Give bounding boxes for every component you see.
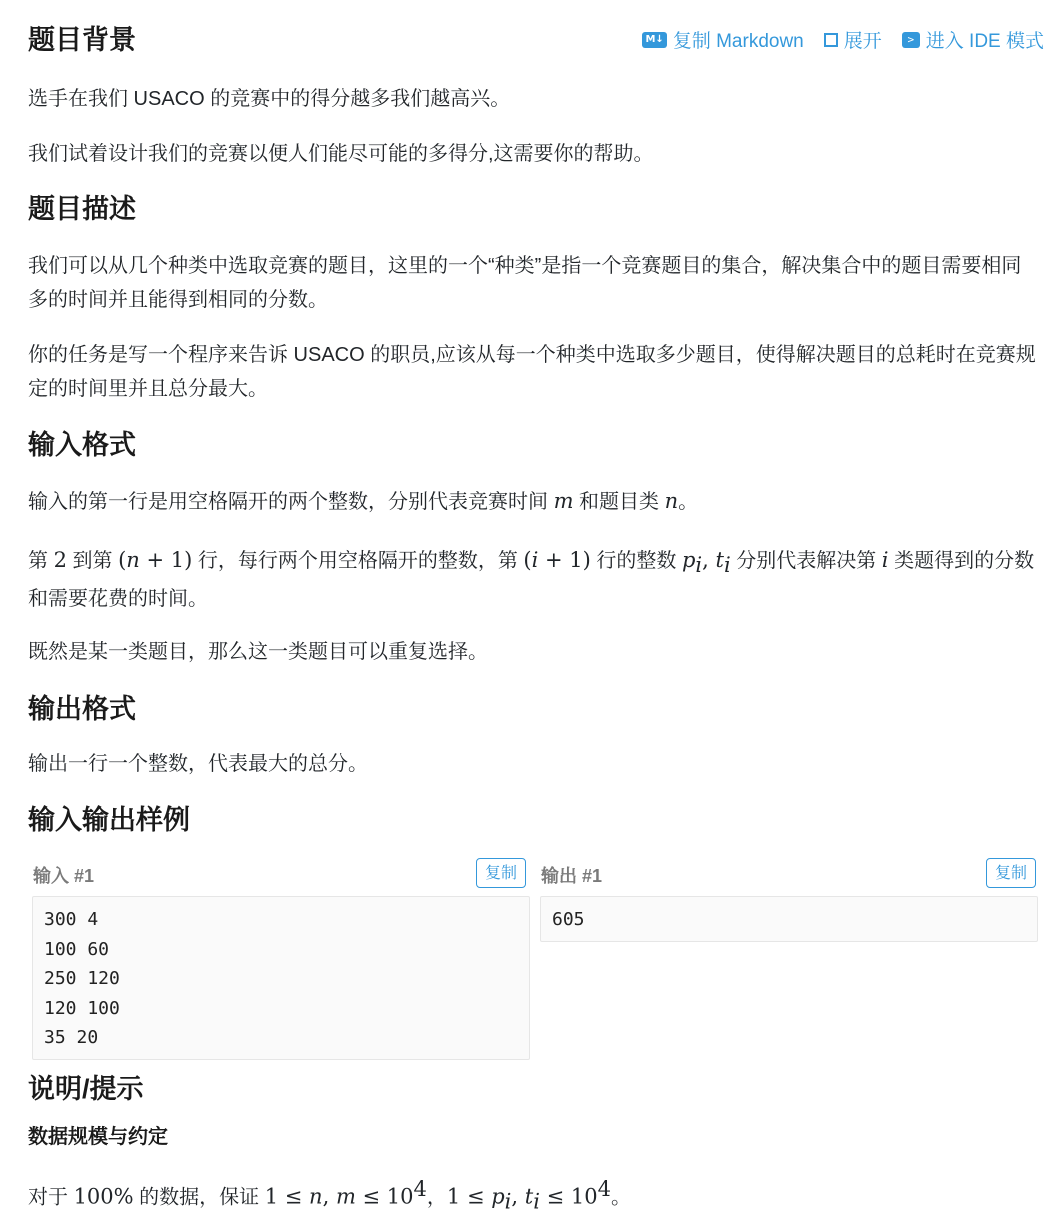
sample-output-box[interactable] [540, 896, 1038, 942]
math-comma: , [511, 1184, 525, 1209]
math-exponent: 4 [413, 1177, 427, 1201]
code-line: 35 20 [44, 1027, 99, 1048]
code-line: 250 120 [44, 968, 120, 989]
text-span: 。 [610, 1186, 631, 1209]
math-var-p: p [681, 548, 696, 572]
input-format-paragraph-1 [28, 484, 1040, 519]
math-subscript: i [533, 1189, 540, 1214]
math-number: 2 [53, 548, 67, 572]
math-var-t: t [524, 1184, 534, 1209]
text-span: 行的整数 [590, 550, 682, 572]
output-format-paragraph: 输出一行一个整数，代表最大的总分。 [28, 753, 368, 775]
math-var-m: m [553, 489, 574, 513]
samples-title: 输入输出样例 [28, 805, 190, 835]
math-expr: + 1) [538, 548, 591, 572]
input-format-paragraph-2 [28, 543, 1040, 616]
expand-label: 展开 [843, 31, 882, 52]
output-format-title: 输出格式 [28, 694, 136, 724]
text-span: 分别代表解决第 [730, 550, 882, 572]
background-title: 题目背景 [28, 25, 136, 55]
background-paragraph-1: 选手在我们 USACO 的竞赛中的得分越多我们越高兴。 [28, 88, 511, 110]
sample-input-box[interactable] [32, 896, 530, 1060]
hint-subtitle: 数据规模与约定 [28, 1126, 168, 1148]
math-paren: ( [118, 548, 127, 572]
math-expr: 1 ≤ [446, 1184, 492, 1209]
math-subscript: i [504, 1189, 512, 1214]
math-comma: , [322, 1184, 336, 1209]
text-span: 对于 [28, 1186, 74, 1209]
math-expr: ≤ 10 [355, 1184, 414, 1209]
problem-toolbar [642, 26, 1044, 53]
math-subscript: i [695, 553, 703, 577]
text-span: 行，每行两个用空格隔开的整数，第 [192, 550, 524, 572]
math-var-t: t [715, 548, 724, 572]
math-var-i: i [531, 548, 539, 572]
copy-markdown-button[interactable] [642, 26, 803, 53]
code-line: 605 [552, 909, 585, 930]
description-title: 题目描述 [28, 194, 136, 224]
math-subscript: i [723, 553, 731, 577]
sample-output-label: 输出 #1 [541, 866, 603, 886]
input-format-paragraph-3: 既然是某一类题目，那么这一类题目可以重复选择。 [28, 641, 488, 663]
text-span: 输入的第一行是用空格隔开的两个整数，分别代表竞赛时间 [28, 491, 554, 513]
background-paragraph-2: 我们试着设计我们的竞赛以便人们能尽可能的多得分,这需要你的帮助。 [28, 143, 654, 165]
math-paren: ( [523, 548, 532, 572]
copy-input-button[interactable]: 复制 [476, 858, 526, 888]
code-line: 300 4 [44, 909, 99, 930]
description-paragraph-2: 你的任务是写一个程序来告诉 USACO 的职员,应该从每一个种类中选取多少题目，使得解决题目的总耗时在竞赛规定的时间里并且总分最大。 [28, 344, 1036, 400]
math-comma: , [702, 548, 716, 572]
math-var-n: n [664, 489, 679, 513]
math-var-n: n [309, 1184, 323, 1209]
text-span: 。 [678, 491, 699, 513]
math-var-m: m [335, 1184, 356, 1209]
ide-mode-button[interactable] [902, 26, 1044, 53]
expand-icon [824, 33, 838, 47]
text-span: 类题得到的分数和需要花费的时间。 [28, 550, 1035, 610]
terminal-icon: > [902, 32, 920, 48]
code-line: 100 60 [44, 938, 110, 960]
expand-button[interactable] [824, 26, 882, 53]
math-expr: 1 ≤ [264, 1184, 310, 1209]
text-span: 到第 [66, 550, 119, 572]
sample-input-label: 输入 #1 [33, 866, 95, 886]
math-expr: + 1) [139, 548, 193, 572]
input-format-title: 输入格式 [28, 430, 136, 460]
math-var-p: p [491, 1184, 505, 1209]
math-var-i: i [881, 548, 889, 572]
description-paragraph-1: 我们可以从几个种类中选取竞赛的题目，这里的一个“种类”是指一个竞赛题目的集合，解决集合中的题目需要相同多的时间并且能得到相同的分数。 [28, 255, 1022, 311]
math-expr: ≤ 10 [539, 1184, 598, 1209]
math-percent: 100% [73, 1184, 134, 1209]
ide-mode-label: 进入 IDE 模式 [925, 31, 1044, 52]
text-span: 第 [28, 550, 54, 572]
math-exponent: 4 [597, 1177, 611, 1201]
text-span: 的数据，保证 [133, 1186, 265, 1209]
hint-paragraph [28, 1172, 1040, 1219]
copy-output-button[interactable]: 复制 [986, 858, 1036, 888]
hint-title: 说明/提示 [28, 1074, 144, 1104]
copy-markdown-label: 复制 Markdown [672, 31, 804, 52]
text-span: ， [426, 1186, 447, 1209]
code-line: 120 100 [44, 997, 120, 1019]
text-span: 和题目类 [573, 491, 665, 513]
markdown-icon: M↓ [642, 32, 666, 48]
math-var-n: n [126, 548, 140, 572]
